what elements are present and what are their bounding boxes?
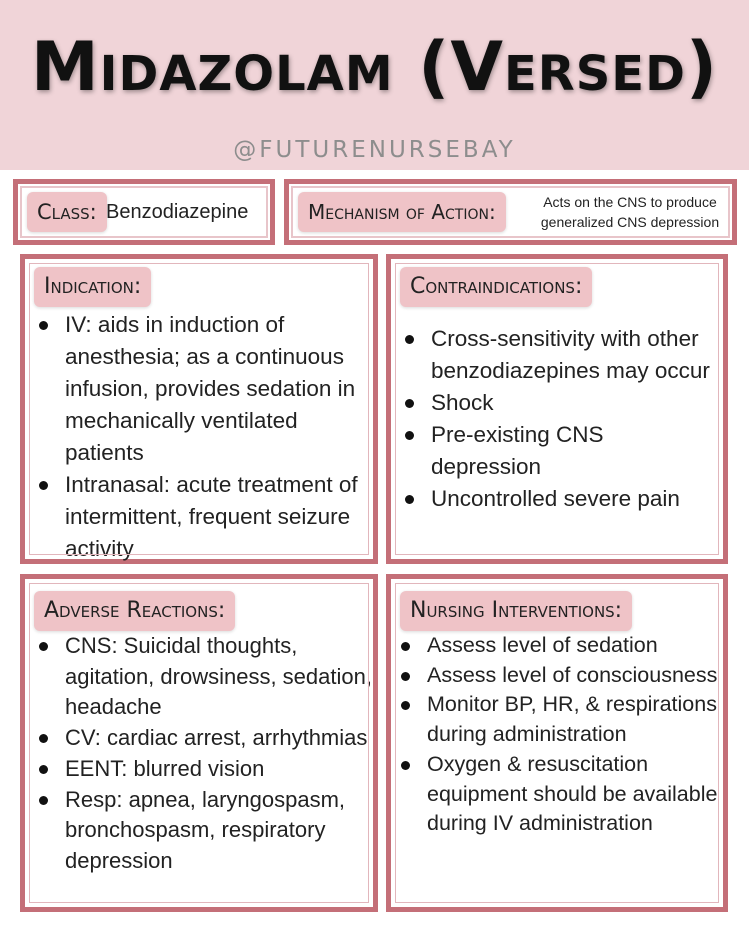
class-box (13, 179, 275, 245)
list-item: Resp: apnea, laryngospasm, bronchospasm, respiratory depression (31, 785, 373, 877)
indication-box (20, 254, 378, 564)
list-item: Intranasal: acute treatment of intermittent, frequent seizure activity (31, 469, 373, 565)
author-handle: @FUTURENURSEBAY (233, 137, 516, 163)
adverse-reactions-box (20, 574, 378, 912)
list-item: Pre-existing CNS depression (397, 419, 719, 483)
list-item: CV: cardiac arrest, arrhythmias (31, 723, 373, 754)
list-item: EENT: blurred vision (31, 754, 373, 785)
indication-label: Indication: (34, 267, 151, 307)
class-label: Class: (27, 192, 107, 232)
list-item: Assess level of sedation (393, 631, 725, 661)
adverse-reactions-list (31, 631, 373, 877)
list-item: Monitor BP, HR, & respirations during administration (393, 690, 725, 749)
mechanism-label: Mechanism of Action: (298, 192, 506, 232)
nursing-interventions-box (386, 574, 728, 912)
list-item: CNS: Suicidal thoughts, agitation, drowsiness, sedation, headache (31, 631, 373, 723)
list-item: IV: aids in induction of anesthesia; as a continuous infusion, provides sedation in mechanically ventilated patients (31, 309, 373, 469)
list-item: Cross-sensitivity with other benzodiazepines may occur (397, 323, 719, 387)
adverse-reactions-label: Adverse Reactions: (34, 591, 235, 631)
list-item: Assess level of consciousness (393, 661, 725, 691)
mechanism-text-line1: Acts on the CNS to produce (543, 194, 717, 210)
list-item: Oxygen & resuscitation equipment should be available during IV administration (393, 750, 725, 839)
nursing-interventions-list (393, 631, 725, 839)
page-title: Midazolam (Versed) (30, 28, 719, 107)
nursing-interventions-label: Nursing Interventions: (400, 591, 632, 631)
class-value: Benzodiazepine (106, 201, 249, 223)
contraindications-label: Contraindications: (400, 267, 592, 307)
list-item: Uncontrolled severe pain (397, 483, 719, 515)
mechanism-box (284, 179, 737, 245)
header-banner (0, 0, 749, 170)
contraindications-box (386, 254, 728, 564)
contraindications-list (397, 323, 719, 515)
indication-list (31, 309, 373, 565)
mechanism-text-line2: generalized CNS depression (540, 214, 720, 230)
list-item: Shock (397, 387, 719, 419)
